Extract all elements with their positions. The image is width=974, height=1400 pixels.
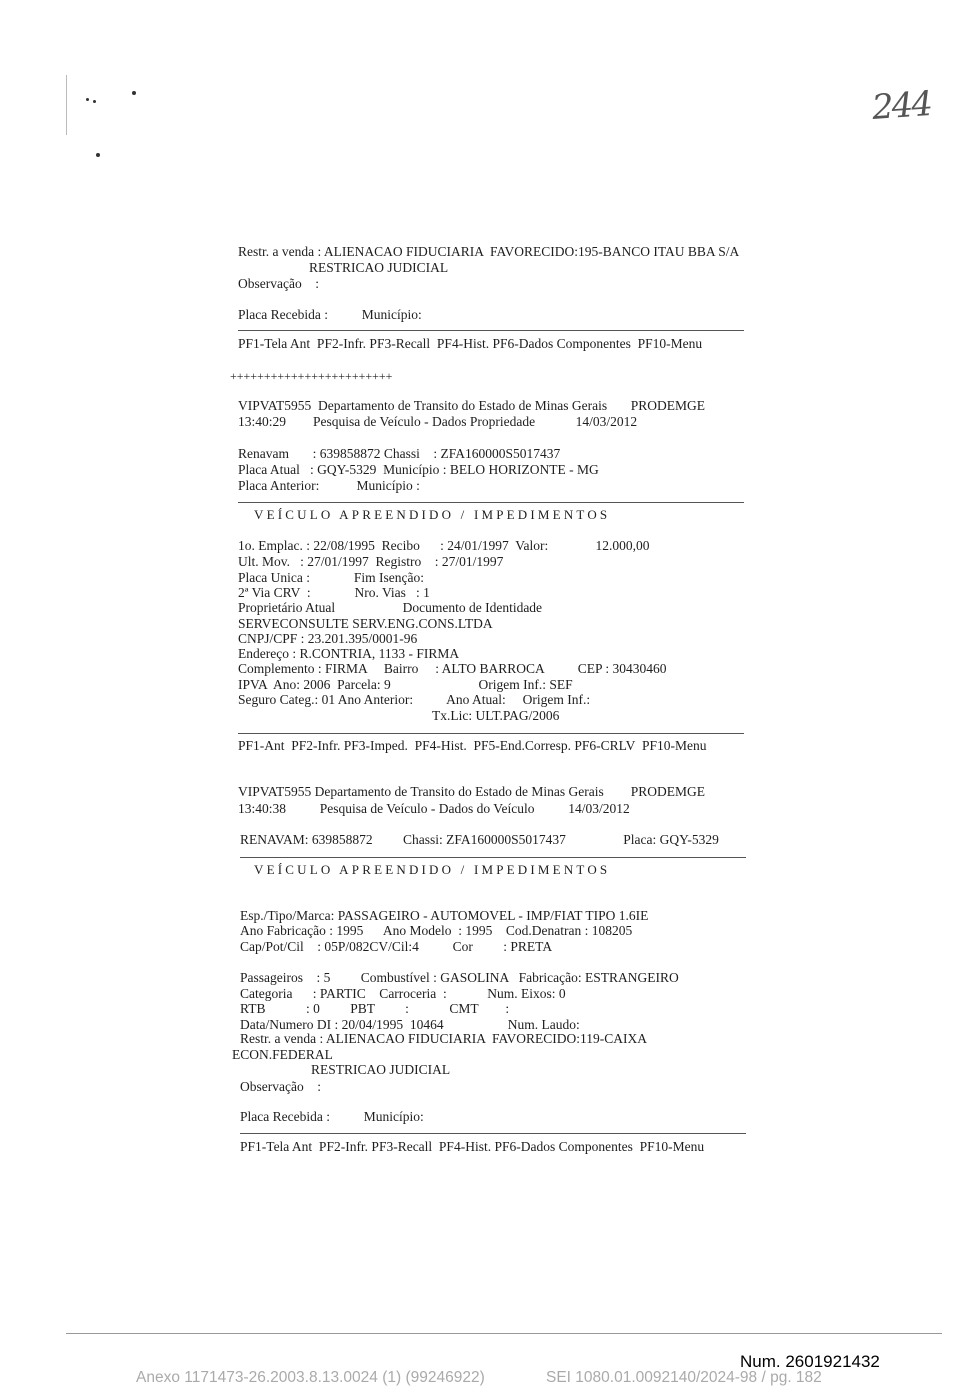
passengers-line: Passageiros : 5 Combustível : GASOLINA Fabricação: ESTRANGEIRO <box>240 970 679 985</box>
restriction-continuation: ECON.FEDERAL <box>232 1047 333 1062</box>
function-keys: PF1-Tela Ant PF2-Infr. PF3-Recall PF4-Hist. PF6-Dados Componentes PF10-Menu <box>238 336 703 351</box>
divider <box>238 330 744 331</box>
previous-plate-line: Placa Anterior: Município : <box>238 478 420 493</box>
section-title: VEÍCULO APREENDIDO / IMPEDIMENTOS <box>254 507 611 522</box>
insurance-line: Seguro Categ.: 01 Ano Anterior: Ano Atual: Origem Inf.: <box>238 692 591 707</box>
data-line: 1o. Emplac. : 22/08/1995 Recibo : 24/01/1997 Valor: 12.000,00 <box>238 538 650 553</box>
current-plate-line: Placa Atual : GQY-5329 Município : BELO HORIZONTE - MG <box>238 462 599 477</box>
scan-bottom-edge <box>66 1333 942 1334</box>
rtb-line: RTB : 0 PBT : CMT : <box>240 1001 510 1016</box>
annex-reference: Anexo 1171473-26.2003.8.13.0024 (1) (99246922) <box>136 1369 485 1386</box>
screen-header: VIPVAT5955 Departamento de Transito do Estado de Minas Gerais PRODEMGE <box>238 398 705 413</box>
address-line: Endereço : R.CONTRIA, 1133 - FIRMA <box>238 646 460 661</box>
owner-name: SERVECONSULTE SERV.ENG.CONS.LTDA <box>238 616 493 631</box>
judicial-restriction: RESTRICAO JUDICIAL <box>311 1062 451 1077</box>
observation-line: Observação : <box>238 276 319 291</box>
divider <box>238 733 744 734</box>
ipva-line: IPVA Ano: 2006 Parcela: 9 Origem Inf.: SEF <box>238 677 573 692</box>
data-line: Placa Unica : Fim Isenção: <box>238 570 424 585</box>
complement-line: Complemento : FIRMA Bairro : ALTO BARROCA CEP : 30430460 <box>238 661 667 676</box>
restriction-line: Restr. a venda : ALIENACAO FIDUCIARIA FAVORECIDO:195-BANCO ITAU BBA S/A <box>238 244 740 259</box>
scan-speck <box>132 91 136 95</box>
data-line: Proprietário Atual Documento de Identidade <box>238 600 543 615</box>
divider <box>240 1133 746 1134</box>
received-plate-line: Placa Recebida : Município: <box>238 307 422 322</box>
divider <box>240 857 746 858</box>
scan-speck <box>93 100 96 103</box>
screen-subheader: 13:40:38 Pesquisa de Veículo - Dados do Veículo 14/03/2012 <box>238 801 630 816</box>
data-line: Ult. Mov. : 27/01/1997 Registro : 27/01/1997 <box>238 554 504 569</box>
document-number: Num. 2601921432 <box>740 1352 880 1371</box>
cnpj-line: CNPJ/CPF : 23.201.395/0001-96 <box>238 631 418 646</box>
screen-subheader: 13:40:29 Pesquisa de Veículo - Dados Propriedade 14/03/2012 <box>238 414 638 429</box>
observation-line: Observação : <box>240 1079 321 1094</box>
handwritten-page-number: 244 <box>870 83 933 129</box>
screen-header: VIPVAT5955 Departamento de Transito do Estado de Minas Gerais PRODEMGE <box>238 784 705 799</box>
function-keys: PF1-Tela Ant PF2-Infr. PF3-Recall PF4-Hist. PF6-Dados Componentes PF10-Menu <box>240 1139 705 1154</box>
di-line: Data/Numero DI : 20/04/1995 10464 Num. Laudo: <box>240 1017 580 1032</box>
capacity-line: Cap/Pot/Cil : 05P/082CV/Cil:4 Cor : PRETA <box>240 939 553 954</box>
divider <box>238 502 744 503</box>
received-plate-line: Placa Recebida : Município: <box>240 1109 424 1124</box>
category-line: Categoria : PARTIC Carroceria : Num. Eixos: 0 <box>240 986 566 1001</box>
function-keys: PF1-Ant PF2-Infr. PF3-Imped. PF4-Hist. PF5-End.Corresp. PF6-CRLV PF10-Menu <box>238 738 707 753</box>
renavam-line: Renavam : 639858872 Chassi : ZFA160000S5017437 <box>238 446 561 461</box>
scan-speck <box>86 98 89 101</box>
section-title: VEÍCULO APREENDIDO / IMPEDIMENTOS <box>254 862 611 877</box>
renavam-line: RENAVAM: 639858872 Chassi: ZFA160000S5017437 Placa: GQY-5329 <box>240 832 719 847</box>
scan-speck <box>96 153 100 157</box>
judicial-restriction: RESTRICAO JUDICIAL <box>309 260 449 275</box>
year-line: Ano Fabricação : 1995 Ano Modelo : 1995 Cod.Denatran : 108205 <box>240 923 633 938</box>
data-line: 2ª Via CRV : Nro. Vias : 1 <box>238 585 430 600</box>
scan-edge-mark <box>66 75 67 135</box>
license-fee-line: Tx.Lic: ULT.PAG/2006 <box>432 708 560 723</box>
vehicle-type-line: Esp./Tipo/Marca: PASSAGEIRO - AUTOMOVEL - IMP/FIAT TIPO 1.6IE <box>240 908 649 923</box>
sei-reference: SEI 1080.01.0092140/2024-98 / pg. 182 <box>546 1369 822 1386</box>
restriction-line: Restr. a venda : ALIENACAO FIDUCIARIA FAVORECIDO:119-CAIXA <box>240 1031 647 1046</box>
separator-line: ++++++++++++++++++++++++ <box>230 369 393 383</box>
